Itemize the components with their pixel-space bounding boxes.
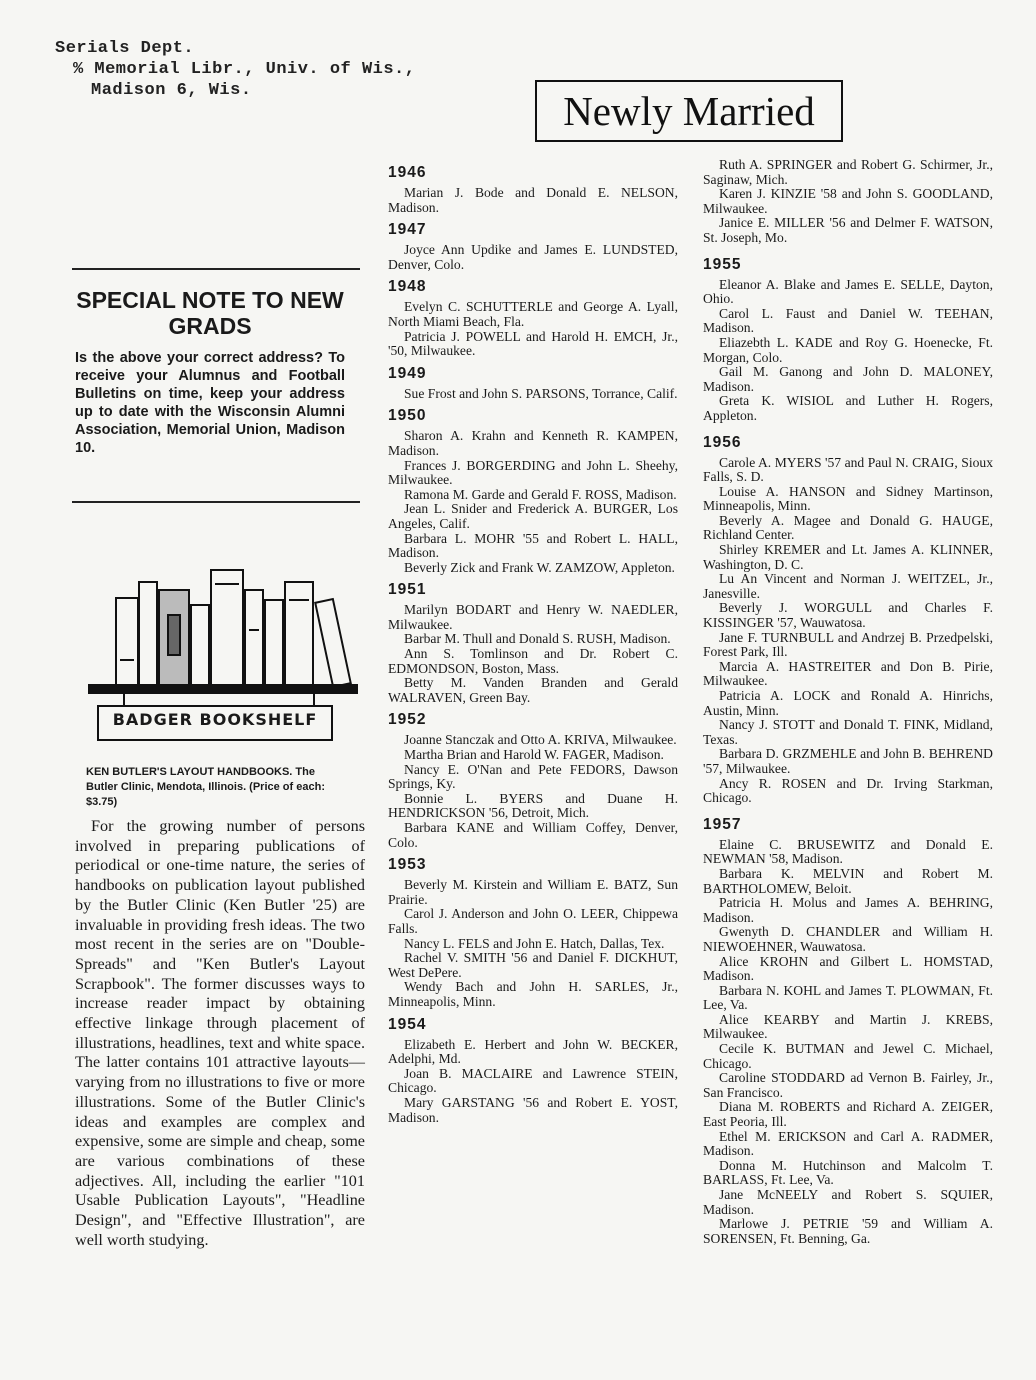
marriage-entry: Patricia A. LOCK and Ronald A. Hinrichs, Austin, Minn.: [703, 688, 993, 718]
marriage-entry: Karen J. KINZIE '58 and John S. GOODLAND, Milwaukee.: [703, 186, 993, 216]
marriage-entry: Ethel M. ERICKSON and Carl A. RADMER, Madison.: [703, 1128, 993, 1159]
marriage-entry: Barbara KANE and William Coffey, Denver, Colo.: [388, 820, 678, 850]
special-note-title: SPECIAL NOTE TO NEW GRADS: [76, 287, 344, 339]
marriage-entry: Elizabeth E. Herbert and John W. BECKER, Adelphi, Md.: [388, 1036, 678, 1067]
marriage-entry: Ruth A. SPRINGER and Robert G. Schirmer, Jr., Saginaw, Mich.: [703, 157, 993, 187]
special-note: [75, 287, 345, 457]
marriage-entry: Ancy R. ROSEN and Dr. Irving Starkman, Chicago.: [703, 775, 993, 806]
marriage-entry: Cecile K. BUTMAN and Jewel C. Michael, Chicago.: [703, 1041, 993, 1071]
marriage-entry: Diana M. ROBERTS and Richard A. ZEIGER, East Peoria, Ill.: [703, 1099, 993, 1130]
year-heading: 1954: [388, 1015, 427, 1033]
year-heading: 1950: [388, 407, 427, 425]
address-line: % Memorial Libr., Univ. of Wis.,: [73, 60, 416, 79]
year-heading: 1949: [388, 364, 427, 382]
marriage-entry: Nancy L. FELS and John E. Hatch, Dallas, Tex.: [404, 935, 665, 951]
divider: [72, 501, 360, 503]
marriage-entry: Beverly Zick and Frank W. ZAMZOW, Appleton.: [404, 559, 675, 575]
divider: [72, 268, 360, 270]
marriage-entry: Gail M. Ganong and John D. MALONEY, Madison.: [703, 364, 993, 394]
marriage-entry: Beverly M. Kirstein and William E. BATZ, Sun Prairie.: [388, 877, 678, 907]
marriage-entry: Evelyn C. SCHUTTERLE and George A. Lyall, North Miami Beach, Fla.: [388, 299, 678, 329]
marriage-entry: Carol J. Anderson and John O. LEER, Chippewa Falls.: [388, 906, 678, 936]
review-paragraph: For the growing number of persons involved in preparing publications of periodical or one-time nature, the series of handbooks on publication layout published by the Butler Clinic (Ken Butler '25) are invaluable in providing fresh ideas. The two most recent in the series are on "Double-Spreads" and "Ken Butler's Layout Scrapbook". The former discusses ways to increase reader impact by obtaining effective linkage through placement of illustrations, headlines, text and white space. The latter contains 101 attractive layouts—varying from no illustrations to five or more illustrations. Some of the Butler Clinic's ideas and examples are complex and expensive, some are simple and cheap, some are various combinations of these adjectives. All, including the earlier "101 Usable Publication Layouts", "Headline Design", and "Effective Illustration", are well worth studying.: [75, 817, 365, 1249]
marriage-entry: Lu An Vincent and Norman J. WEITZEL, Jr., Janesville.: [703, 571, 993, 601]
marriages-column-right: [703, 158, 993, 1246]
marriage-entry: Joyce Ann Updike and James E. LUNDSTED, Denver, Colo.: [388, 242, 678, 272]
marriage-entry: Frances J. BORGERDING and John L. Sheehy, Milwaukee.: [388, 457, 678, 488]
marriage-entry: Barbar M. Thull and Donald S. RUSH, Madison.: [404, 631, 671, 647]
marriage-entry: Marilyn BODART and Henry W. NAEDLER, Milwaukee.: [388, 602, 678, 632]
book-review: [75, 817, 365, 1250]
marriage-entry: Sue Frost and John S. PARSONS, Torrance, Calif.: [404, 385, 678, 401]
marriage-entry: Jane McNEELY and Robert S. SQUIER, Madison.: [703, 1187, 993, 1217]
year-heading: 1951: [388, 581, 427, 599]
marriage-entry: Beverly J. WORGULL and Charles F. KISSINGER '57, Wauwatosa.: [703, 600, 993, 631]
marriage-entry: Carol L. Faust and Daniel W. TEEHAN, Madison.: [703, 305, 993, 336]
marriage-entry: Carole A. MYERS '57 and Paul N. CRAIG, Sioux Falls, S. D.: [703, 454, 993, 485]
year-heading: 1957: [703, 815, 742, 833]
marriage-entry: Jane F. TURNBULL and Andrzej B. Przedpelski, Forest Park, Ill.: [703, 629, 993, 660]
marriage-entry: Greta K. WISIOL and Luther H. Rogers, Appleton.: [703, 393, 993, 423]
marriage-entry: Barbara L. MOHR '55 and Robert L. HALL, Madison.: [388, 530, 678, 561]
mailing-address: [55, 38, 475, 101]
marriage-entry: Wendy Bach and John H. SARLES, Jr., Minneapolis, Minn.: [388, 979, 678, 1009]
marriage-entry: Alice KROHN and Gilbert L. HOMSTAD, Madison.: [703, 953, 993, 984]
marriage-entry: Marlowe J. PETRIE '59 and William A. SORENSEN, Ft. Benning, Ga.: [703, 1216, 993, 1246]
marriages-column-middle: [388, 158, 678, 1125]
marriage-entry: Jean L. Snider and Frederick A. BURGER, Los Angeles, Calif.: [388, 501, 678, 531]
marriage-entry: Patricia H. Molus and James A. BEHRING, Madison.: [703, 895, 993, 925]
year-heading: 1947: [388, 221, 427, 239]
year-heading: 1956: [703, 433, 742, 451]
marriage-entry: Nancy J. STOTT and Donald T. FINK, Midland, Texas.: [703, 717, 993, 747]
address-line: Serials Dept.: [55, 39, 195, 58]
marriage-entry: Rachel V. SMITH '56 and Daniel F. DICKHUT, West DePere.: [388, 950, 678, 980]
marriage-entry: Joanne Stanczak and Otto A. KRIVA, Milwaukee.: [404, 732, 677, 748]
address-line: Madison 6, Wis.: [91, 81, 252, 100]
marriage-entry: Elaine C. BRUSEWITZ and Donald E. NEWMAN '58, Madison.: [703, 836, 993, 867]
year-heading: 1948: [388, 278, 427, 296]
marriage-entry: Louise A. HANSON and Sidney Martinson, Minneapolis, Minn.: [703, 483, 993, 514]
bookshelf-caption: KEN BUTLER'S LAYOUT HANDBOOKS. The Butler Clinic, Mendota, Illinois. (Price of each: $3.75): [86, 766, 325, 808]
marriage-entry: Shirley KREMER and Lt. James A. KLINNER, Washington, D. C.: [703, 542, 993, 572]
marriage-entry: Barbara N. KOHL and James T. PLOWMAN, Ft. Lee, Va.: [703, 982, 993, 1013]
marriage-entry: Bonnie L. BYERS and Duane H. HENDRICKSON '56, Detroit, Mich.: [388, 790, 678, 821]
marriage-entry: Ann S. Tomlinson and Dr. Robert C. EDMONDSON, Boston, Mass.: [388, 646, 678, 676]
marriage-entry: Martha Brian and Harold W. FAGER, Madison.: [404, 747, 664, 763]
year-heading: 1955: [703, 255, 742, 273]
marriage-entry: Donna M. Hutchinson and Malcolm T. BARLASS, Ft. Lee, Va.: [703, 1157, 993, 1188]
masthead: Newly Married: [535, 80, 843, 142]
year-heading: 1953: [388, 856, 427, 874]
marriage-entry: Eleanor A. Blake and James E. SELLE, Dayton, Ohio.: [703, 276, 993, 307]
year-heading: 1946: [388, 164, 427, 181]
marriage-entry: Mary GARSTANG '56 and Robert E. YOST, Madison.: [388, 1094, 678, 1125]
marriage-entry: Janice E. MILLER '56 and Delmer F. WATSON, St. Joseph, Mo.: [703, 215, 993, 245]
marriage-entry: Marian J. Bode and Donald E. NELSON, Madison.: [388, 185, 678, 215]
marriage-entry: Betty M. Vanden Branden and Gerald WALRAVEN, Green Bay.: [388, 675, 678, 705]
marriage-entry: Marcia A. HASTREITER and Don B. Pirie, Milwaukee.: [703, 658, 993, 689]
marriage-entry: Joan B. MACLAIRE and Lawrence STEIN, Chicago.: [388, 1065, 678, 1096]
marriage-entry: Gwenyth D. CHANDLER and William H. NIEWOEHNER, Wauwatosa.: [703, 924, 993, 954]
marriage-entry: Nancy E. O'Nan and Pete FEDORS, Dawson Springs, Ky.: [388, 761, 678, 792]
marriage-entry: Barbara K. MELVIN and Robert M. BARTHOLOMEW, Beloit.: [703, 865, 993, 896]
marriage-entry: Beverly A. Magee and Donald G. HAUGE, Richland Center.: [703, 512, 993, 543]
marriage-entry: Alice KEARBY and Martin J. KREBS, Milwaukee.: [703, 1011, 993, 1042]
marriage-entry: Eliazebth L. KADE and Roy G. Hoenecke, Ft. Morgan, Colo.: [703, 334, 993, 365]
year-heading: 1952: [388, 711, 427, 729]
marriage-entry: Barbara D. GRZMEHLE and John B. BEHREND '57, Milwaukee.: [703, 746, 993, 776]
bookshelf-sign: BADGER BOOKSHELF: [112, 710, 318, 729]
special-note-body: Is the above your correct address? To receive your Alumnus and Football Bulletins on time, keep your address up to date with the Wisconsin Alumni Association, Memorial Union, Madison 10.: [75, 350, 345, 456]
marriage-entry: Patricia J. POWELL and Harold H. EMCH, Jr., '50, Milwaukee.: [388, 328, 678, 359]
marriage-entry: Ramona M. Garde and Gerald F. ROSS, Madison.: [404, 486, 677, 502]
marriage-entry: Sharon A. Krahn and Kenneth R. KAMPEN, Madison.: [388, 428, 678, 458]
shelf-board: [88, 684, 358, 694]
marriage-entry: Caroline STODDARD ad Vernon B. Fairley, Jr., San Francisco.: [703, 1070, 993, 1100]
